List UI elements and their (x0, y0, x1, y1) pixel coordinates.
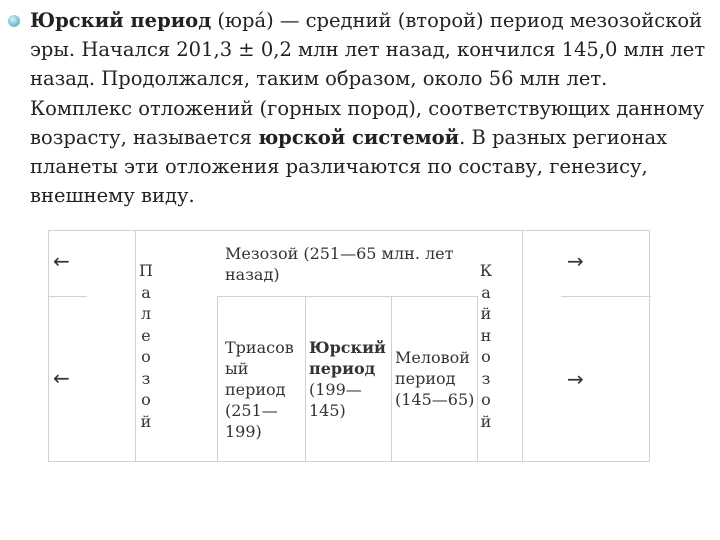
letter: о (141, 347, 151, 366)
grid-line (561, 296, 651, 297)
letter: е (141, 325, 151, 345)
paragraph-part-2: . В разных регионах планеты эти отложения различаются по составу, генезису, внешнему виду. (30, 125, 668, 208)
letter: П (139, 261, 153, 280)
bullet-icon (8, 15, 20, 27)
letter: о (481, 347, 491, 366)
arrow-right-bottom-icon: → (567, 367, 584, 391)
letter: з (141, 368, 151, 388)
grid-line (217, 296, 218, 461)
grid-line (522, 231, 523, 461)
paragraph-part-1: (юра́) — средний (второй) период мезозойской эры. Начался 201,3 ± 0,2 млн лет назад, кончился 145,0 млн лет назад. Продолжался, таким образом, около 56 млн лет. Комплекс отложений (горных пород), соответствующих данному возрасту, называется (30, 9, 706, 149)
letter: й (140, 411, 152, 431)
jurassic-period (309, 337, 389, 421)
letter: о (481, 390, 491, 409)
letter: й (480, 411, 492, 431)
letter: а (141, 282, 151, 302)
term-jurassic: Юрский период (30, 9, 212, 32)
paragraph-text (30, 6, 708, 210)
letter: л (140, 304, 152, 323)
grid-line (305, 296, 306, 461)
cenozoic-label (471, 260, 501, 432)
mesozoic-header: Мезозой (251—65 млн. лет назад) (225, 244, 454, 284)
letter: н (480, 325, 492, 345)
letter: а (481, 282, 491, 302)
geologic-time-table (48, 230, 650, 462)
jurassic-name: Юрский период (309, 338, 386, 378)
grid-line (49, 296, 87, 297)
arrow-right-top-icon: → (567, 249, 584, 273)
arrow-left-bottom-icon: ← (53, 366, 70, 390)
term-jurassic-system: юрской системой (258, 125, 460, 149)
paleozoic-label (131, 260, 161, 432)
letter: з (481, 368, 491, 388)
grid-line (217, 296, 478, 297)
letter: й (480, 304, 492, 323)
arrow-left-top-icon: ← (53, 249, 70, 273)
letter: К (479, 261, 493, 280)
description-paragraph (8, 6, 708, 210)
cretaceous-period: Меловой период (145—65) (395, 348, 475, 409)
letter: о (141, 390, 151, 409)
jurassic-dates: (199—145) (309, 380, 362, 420)
triassic-period: Триасов ый период (251—199) (225, 338, 294, 441)
grid-line (391, 296, 392, 461)
